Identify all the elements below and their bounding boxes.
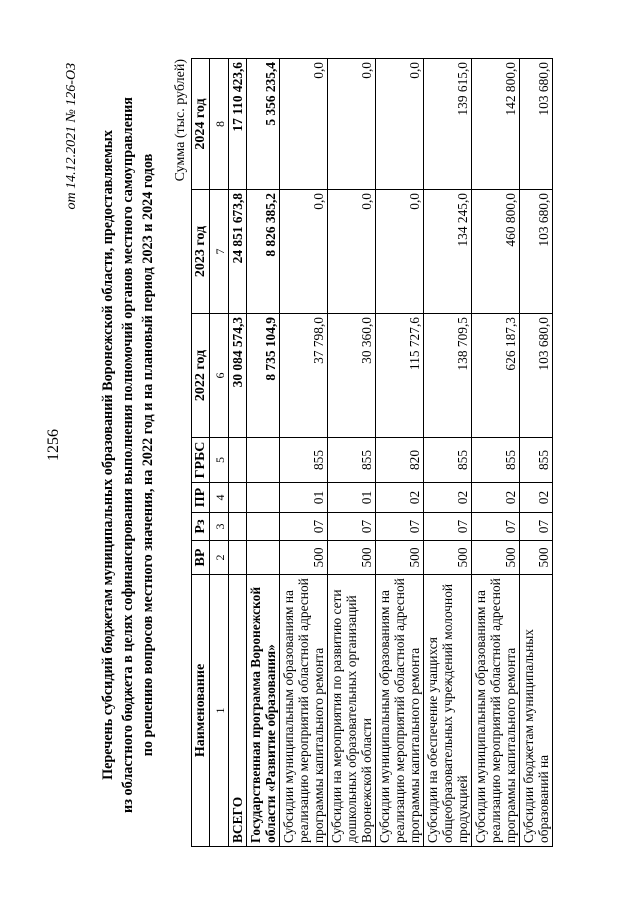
cell-vr: 500 — [424, 541, 472, 575]
index-cell: 4 — [210, 483, 229, 513]
cell-vr: 500 — [280, 541, 328, 575]
cell-pr — [229, 483, 247, 513]
cell-name: Субсидии на мероприятия по развитию сети дошкольных образовательных организаций Воронежской области — [328, 575, 376, 847]
subsidies-table — [191, 58, 553, 847]
unit-label: Сумма (тыс. рублей) — [173, 59, 188, 182]
table-row — [376, 59, 424, 847]
cell-y2022: 8 735 104,9 — [247, 314, 280, 438]
table-row — [280, 59, 328, 847]
index-cell: 5 — [210, 438, 229, 483]
cell-y2023: 8 826 385,2 — [247, 190, 280, 314]
header-name: Наименование — [192, 575, 210, 847]
cell-y2022: 138 709,5 — [424, 314, 472, 438]
header-rz: Рз — [192, 513, 210, 541]
cell-pr: 01 — [328, 483, 376, 513]
cell-y2022: 626 187,3 — [472, 314, 520, 438]
cell-y2023: 103 680,0 — [520, 190, 553, 314]
title-line-3: по решению вопросов местного значения, на 2022 год и на плановый период 2023 и 2024 годов — [140, 153, 156, 757]
cell-y2024: 139 615,0 — [424, 59, 472, 190]
table-row — [328, 59, 376, 847]
cell-y2024: 0,0 — [376, 59, 424, 190]
cell-y2023: 460 800,0 — [472, 190, 520, 314]
cell-name: Субсидии муниципальным образованиям на реализацию мероприятий областной адресной программы капитального ремонта — [472, 575, 520, 847]
cell-y2024: 5 356 235,4 — [247, 59, 280, 190]
cell-y2024: 0,0 — [280, 59, 328, 190]
title-line-1: Перечень субсидий бюджетам муниципальных образований Воронежской области, предоставляемых — [100, 130, 116, 780]
header-2022: 2022 год — [192, 314, 210, 438]
cell-vr: 500 — [472, 541, 520, 575]
index-cell: 1 — [210, 575, 229, 847]
cell-y2023: 0,0 — [376, 190, 424, 314]
cell-rz — [247, 513, 280, 541]
cell-rz: 07 — [424, 513, 472, 541]
cell-pr: 01 — [280, 483, 328, 513]
cell-y2023: 134 245,0 — [424, 190, 472, 314]
cell-grbs: 855 — [472, 438, 520, 483]
cell-name: Субсидии на обеспечение учащихся общеобразовательных учреждений молочной продукцией — [424, 575, 472, 847]
cell-y2024: 17 110 423,6 — [229, 59, 247, 190]
cell-vr — [247, 541, 280, 575]
cell-pr: 02 — [520, 483, 553, 513]
rotated-page-content — [20, 15, 620, 875]
law-reference: от 14.12.2021 № 126-ОЗ — [64, 63, 79, 210]
cell-pr — [247, 483, 280, 513]
cell-grbs: 855 — [280, 438, 328, 483]
cell-y2023: 0,0 — [328, 190, 376, 314]
cell-y2022: 103 680,0 — [520, 314, 553, 438]
cell-pr: 02 — [376, 483, 424, 513]
cell-rz: 07 — [376, 513, 424, 541]
header-grbs: ГРБС — [192, 438, 210, 483]
cell-vr: 500 — [328, 541, 376, 575]
cell-name: Субсидии муниципальным образованиям на реализацию мероприятий областной адресной программы капитального ремонта — [280, 575, 328, 847]
cell-rz: 07 — [520, 513, 553, 541]
cell-name: Государственная программа Воронежской области «Развитие образования» — [247, 575, 280, 847]
table-row — [247, 59, 280, 847]
table-row — [472, 59, 520, 847]
cell-grbs: 820 — [376, 438, 424, 483]
cell-rz: 07 — [472, 513, 520, 541]
cell-y2023: 24 851 673,8 — [229, 190, 247, 314]
cell-y2023: 0,0 — [280, 190, 328, 314]
cell-name: Субсидии бюджетам муниципальных образований на — [520, 575, 553, 847]
header-2024: 2024 год — [192, 59, 210, 190]
cell-grbs: 855 — [328, 438, 376, 483]
cell-pr: 02 — [424, 483, 472, 513]
header-pr: ПР — [192, 483, 210, 513]
header-2023: 2023 год — [192, 190, 210, 314]
index-cell: 2 — [210, 541, 229, 575]
cell-vr — [229, 541, 247, 575]
page-number: 1256 — [45, 429, 62, 461]
document-title — [98, 75, 158, 835]
table-row — [520, 59, 553, 847]
index-cell: 8 — [210, 59, 229, 190]
cell-y2024: 0,0 — [328, 59, 376, 190]
header-row — [192, 59, 210, 847]
cell-rz — [229, 513, 247, 541]
header-vr: ВР — [192, 541, 210, 575]
index-cell: 3 — [210, 513, 229, 541]
cell-grbs — [229, 438, 247, 483]
cell-y2022: 30 360,0 — [328, 314, 376, 438]
cell-y2022: 37 798,0 — [280, 314, 328, 438]
cell-vr: 500 — [520, 541, 553, 575]
index-cell: 7 — [210, 190, 229, 314]
cell-name: Субсидии муниципальным образованиям на реализацию мероприятий областной адресной программы капитального ремонта — [376, 575, 424, 847]
cell-y2022: 30 084 574,3 — [229, 314, 247, 438]
cell-grbs: 855 — [520, 438, 553, 483]
table-row — [424, 59, 472, 847]
table-row — [229, 59, 247, 847]
column-index-row — [210, 59, 229, 847]
table-body — [229, 59, 553, 847]
cell-y2022: 115 727,6 — [376, 314, 424, 438]
cell-pr: 02 — [472, 483, 520, 513]
cell-grbs — [247, 438, 280, 483]
cell-vr: 500 — [376, 541, 424, 575]
cell-y2024: 103 680,0 — [520, 59, 553, 190]
cell-rz: 07 — [280, 513, 328, 541]
cell-grbs: 855 — [424, 438, 472, 483]
cell-rz: 07 — [328, 513, 376, 541]
cell-y2024: 142 800,0 — [472, 59, 520, 190]
cell-name: ВСЕГО — [229, 575, 247, 847]
title-line-2: из областного бюджета в целях софинансирования выполнения полномочий органов местного самоуправления — [120, 97, 136, 813]
index-cell: 6 — [210, 314, 229, 438]
